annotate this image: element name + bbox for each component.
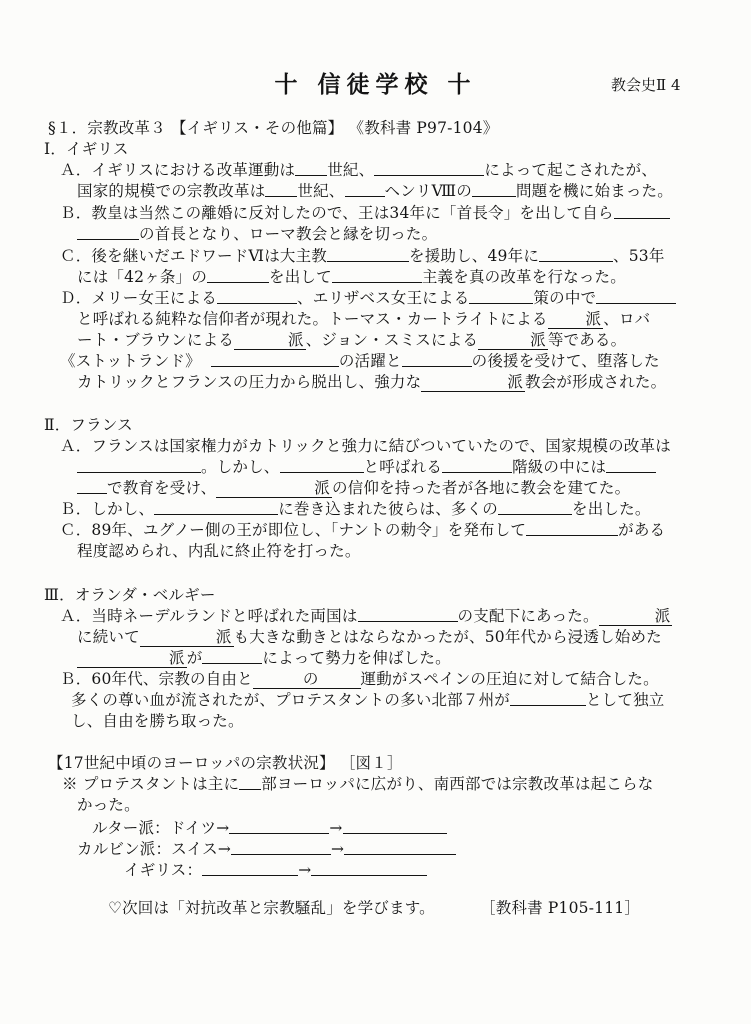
blank[interactable] — [345, 182, 385, 197]
france-c-line-2: 程度認められ、内乱に終止符を打った。 — [77, 542, 361, 560]
blank[interactable] — [229, 819, 329, 834]
france-a-line-2: 。しかし、 と呼ばれる 階級の中には — [77, 456, 656, 478]
blank[interactable] — [211, 352, 339, 367]
blank[interactable] — [526, 521, 618, 536]
section-heading: §１．宗教改革３ 【イギリス・その他篇】 《教科書 P97-104》 — [48, 119, 499, 137]
england-heading: Ⅰ．イギリス — [44, 140, 129, 158]
netherlands-a-line-2: に続いて 派 も大きな動きとはならなかったが、50年代から浸透し始めた — [77, 628, 662, 646]
england-b-line-1: Ｂ．教皇は当然この離婚に反対したので、王は34年に「首長令」を出して自ら — [60, 202, 670, 224]
netherlands-a-line-3: 派 が によって勢力を伸ばした。 — [77, 647, 451, 669]
england-d-line-2: と呼ばれる純粋な信仰者が現れた。トーマス・カートライトによる 派 、ロバ — [77, 310, 651, 328]
blank[interactable] — [374, 161, 484, 176]
blank[interactable] — [280, 458, 364, 473]
blank-ha-browne[interactable]: 派 — [234, 331, 306, 350]
blank[interactable] — [402, 352, 472, 367]
blank-ha-calvin[interactable]: 派 — [216, 479, 332, 498]
page-title: 十 信徒学校 十 — [274, 71, 477, 98]
blank-ha-2[interactable]: 派 — [140, 628, 234, 647]
england-a-line-1: Ａ．イギリスにおける改革運動は 世紀、 によって起こされたが、 — [60, 161, 658, 179]
textbook-ref: ［教科書 P105-111］ — [480, 899, 641, 917]
blank[interactable] — [295, 161, 327, 176]
england-c-line-1: Ｃ．後を継いだエドワードⅥは大主教 を援助し、49年に 、53年 — [60, 247, 665, 265]
blank[interactable] — [498, 500, 572, 515]
blank[interactable] — [344, 840, 456, 855]
blank[interactable] — [202, 861, 298, 876]
england-c-line-2: には「42ヶ条」の を出して 主義を真の改革を行なった。 — [77, 268, 626, 286]
next-lesson-note: ♡次回は「対抗改革と宗教騒乱」を学びます。 — [108, 899, 435, 917]
netherlands-b-line-2: 多くの尊い血が流されたが、プロテスタントの多い北部７州が として独立 — [71, 691, 665, 709]
england-scotland-line-1: 《ストットランド》 の活躍と の後援を受けて、堕落した — [60, 352, 660, 370]
netherlands-heading: Ⅲ．オランダ・ベルギー — [44, 586, 216, 604]
europe-note-line-1: ※ プロテスタントは主に 部ヨーロッパに広がり、南西部では宗教改革は起こらな — [62, 775, 654, 793]
blank[interactable] — [265, 182, 297, 197]
blank[interactable] — [596, 289, 676, 304]
blank[interactable] — [343, 819, 447, 834]
blank[interactable] — [539, 247, 613, 262]
blank-ha-3[interactable]: 派 — [77, 649, 187, 668]
blank[interactable] — [77, 479, 107, 494]
blank[interactable] — [77, 225, 139, 240]
blank[interactable] — [327, 247, 409, 262]
blank-ha-smith[interactable]: 派 — [478, 331, 548, 350]
blank-no[interactable]: の — [253, 670, 361, 689]
england-d-line-1: Ｄ．メリー女王による 、エリザベス女王による 策の中で — [60, 287, 676, 309]
blank-ha-presbyterian[interactable]: 派 — [421, 373, 525, 392]
england-a-line-2: 国家的規模での宗教改革は 世紀、 ヘンリⅧの 問題を機に始まった。 — [77, 182, 673, 200]
england-d-line-3: ート・ブラウンによる 派 、ジョン・スミスによる 派 等である。 — [77, 331, 627, 349]
blank[interactable] — [217, 289, 297, 304]
blank-ha-1[interactable]: 派 — [599, 607, 673, 626]
blank[interactable] — [606, 458, 656, 473]
france-heading: Ⅱ．フランス — [44, 416, 133, 434]
blank[interactable] — [472, 182, 516, 197]
blank-ha-puritan[interactable]: 派 — [548, 310, 604, 329]
blank[interactable] — [311, 861, 427, 876]
england-scotland-line-2: カトリックとフランスの圧力から脱出し、強力な 派 教会が形成された。 — [77, 373, 667, 391]
calvin-row: カルビン派：スイス→ → — [77, 838, 456, 860]
netherlands-b-line-1: Ｂ．60年代、宗教の自由と の 運動がスペインの圧迫に対して結合した。 — [60, 670, 659, 688]
blank[interactable] — [202, 649, 262, 664]
blank[interactable] — [77, 458, 201, 473]
france-a-line-3: で教育を受け、 派 の信仰を持った者が各地に教会を建てた。 — [77, 477, 630, 499]
blank[interactable] — [207, 268, 269, 283]
england-b-line-2: の首長となり、ローマ教会と縁を切った。 — [77, 223, 437, 245]
netherlands-b-line-3: し、自由を勝ち取った。 — [71, 712, 244, 730]
blank[interactable] — [442, 458, 512, 473]
netherlands-a-line-1: Ａ．当時ネーデルランドと呼ばれた両国は の支配下にあった。 派 — [60, 607, 671, 625]
blank[interactable] — [358, 607, 458, 622]
luther-row: ルター派：ドイツ→ → — [92, 817, 447, 839]
europe-heading: 【17世紀中頃のヨーロッパの宗教状況】 ［図１］ — [48, 754, 403, 772]
blank[interactable] — [332, 268, 422, 283]
europe-note-line-2: かった。 — [77, 796, 140, 814]
course-label: 教会史Ⅱ 4 — [611, 76, 681, 94]
france-c-line-1: Ｃ．89年、ユグノー側の王が即位し、「ナントの勅令」を発布して がある — [60, 521, 666, 539]
blank[interactable] — [469, 289, 533, 304]
france-a-line-1: Ａ．フランスは国家権力がカトリックと強力に結びついていたので、国家規模の改革は — [60, 437, 671, 455]
france-b-line-1: Ｂ．しかし、 に巻き込まれた彼らは、多くの を出した。 — [60, 500, 651, 518]
blank[interactable] — [231, 840, 331, 855]
blank[interactable] — [239, 775, 261, 790]
blank[interactable] — [154, 500, 278, 515]
england-row: イギリス： → — [124, 859, 427, 881]
blank[interactable] — [510, 691, 586, 706]
blank[interactable] — [614, 204, 670, 219]
